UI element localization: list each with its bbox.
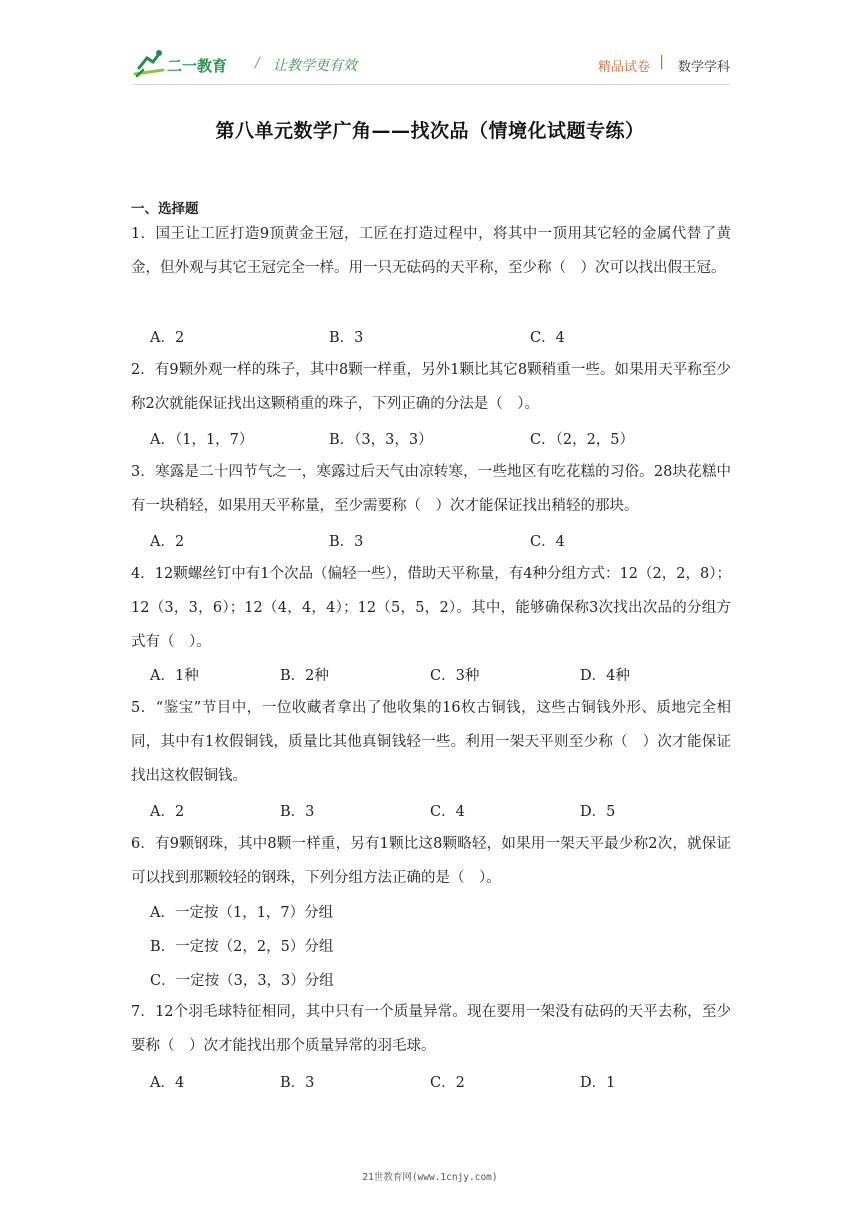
option-d: D．1	[580, 1075, 616, 1091]
slogan: 让教学更有效	[273, 58, 357, 74]
question-1-options	[150, 326, 750, 356]
question-7: 7．12个羽毛球特征相同，其中只有一个质量异常。现在要用一架没有砝码的天平去称，至少要称（ ）次才能找出那个质量异常的羽毛球。	[131, 1004, 731, 1054]
page-footer: 21世教育网(www.1cnjy.com)	[362, 1172, 498, 1183]
section-heading: 一、选择题	[131, 201, 199, 217]
question-7-options	[150, 1071, 750, 1101]
slogan-separator: /	[255, 55, 260, 71]
option-b: B．3	[280, 1075, 315, 1091]
option-b: B．（3，3，3）	[329, 432, 433, 448]
option-b: B．3	[329, 330, 364, 346]
tag-separator: |	[659, 54, 664, 70]
option-a: A．（1，1，7）	[150, 432, 254, 448]
option-a: A．一定按（1，1，7）分组	[150, 905, 334, 921]
option-d: D．4种	[580, 668, 630, 684]
question-2-options	[150, 428, 750, 458]
logo-text: 二一教育	[167, 57, 228, 75]
option-a: A．2	[150, 330, 185, 346]
option-b: B．2种	[280, 668, 329, 684]
question-1: 1．国王让工匠打造9顶黄金王冠，工匠在打造过程中，将其中一顶用其它轻的金属代替了黄金，但外观与其它王冠完全一样。用一只无砝码的天平称，至少称（ ）次可以找出假王冠。	[131, 226, 731, 276]
option-a: A．2	[150, 804, 185, 820]
option-c: C．4	[430, 804, 465, 820]
question-3-options	[150, 530, 750, 560]
page-title: 第八单元数学广角——找次品（情境化试题专练）	[215, 120, 645, 142]
question-2: 2．有9颗外观一样的珠子，其中8颗一样重，另外1颗比其它8颗稍重一些。如果用天平称至少称2次就能保证找出这颗稍重的珠子，下列正确的分法是（ ）。	[131, 362, 731, 412]
question-4-options	[150, 664, 750, 694]
question-3: 3．寒露是二十四节气之一，寒露过后天气由凉转寒，一些地区有吃花糕的习俗。28块花糕中有一块稍轻，如果用天平称量，至少需要称（ ）次才能保证找出稍轻的那块。	[131, 464, 731, 514]
question-5-options	[150, 800, 750, 830]
option-b: B．3	[280, 804, 315, 820]
page-header	[133, 46, 730, 82]
question-6: 6．有9颗钢珠，其中8颗一样重，另有1颗比这8颗略轻，如果用一架天平最少称2次，就保证可以找到那颗较轻的钢珠，下列分组方法正确的是（ ）。	[131, 836, 731, 886]
option-a: A．2	[150, 534, 185, 550]
option-c: C．3种	[430, 668, 480, 684]
option-b: B．3	[329, 534, 364, 550]
option-a: A．1种	[150, 668, 199, 684]
premium-tag: 精品试卷	[597, 60, 650, 75]
option-c: C．一定按（3，3，3）分组	[150, 973, 334, 989]
option-d: D．5	[580, 804, 616, 820]
option-c: C．2	[430, 1075, 465, 1091]
question-5: 5．“鉴宝”节目中，一位收藏者拿出了他收集的16枚古铜钱，这些古铜钱外形、质地完全相同，其中有1枚假铜钱，质量比其他真铜钱轻一些。利用一架天平则至少称（ ）次才能保证找出这枚假铜钱。	[131, 700, 731, 784]
question-4: 4．12颗螺丝钉中有1个次品（偏轻一些），借助天平称量，有4种分组方式：12（2，2，8）；12（3，3，6）；12（4，4，4）；12（5，5，2）。其中，能够确保称3次找出次品的分组方式有（ ）。	[131, 566, 731, 650]
option-c: C．4	[530, 330, 565, 346]
header-divider	[133, 84, 730, 85]
option-b: B．一定按（2，2，5）分组	[150, 939, 334, 955]
subject-tag: 数学学科	[677, 60, 730, 75]
option-c: C．4	[530, 534, 565, 550]
option-a: A．4	[150, 1075, 185, 1091]
option-c: C．（2，2，5）	[530, 432, 635, 448]
